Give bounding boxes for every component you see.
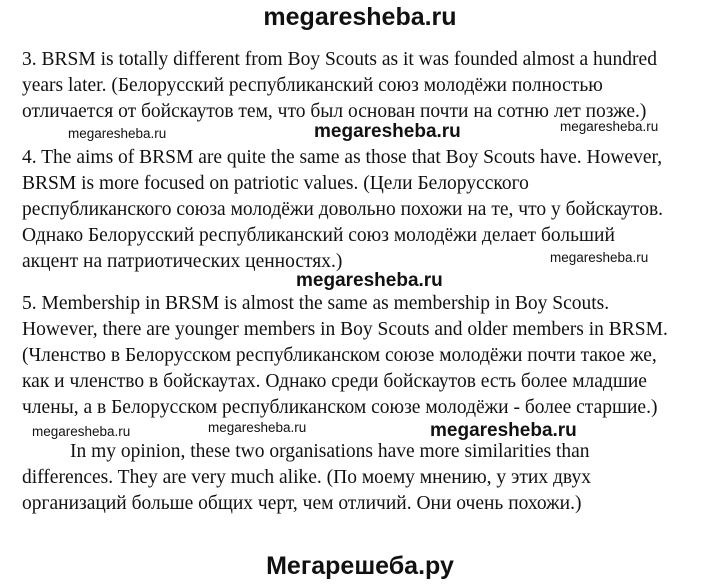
text-line: как и членство в бойскаутах. Однако среди бойскаутов есть более младшие	[22, 371, 647, 392]
watermark: megaresheba.ru	[430, 420, 577, 441]
text-line: (Членство в Белорусском республиканском союзе молодёжи почти такое же,	[22, 345, 657, 366]
watermark: megaresheba.ru	[296, 270, 443, 291]
text-line: 4. The aims of BRSM are quite the same as those that Boy Scouts have. However,	[22, 147, 663, 168]
watermark: megaresheba.ru	[550, 250, 649, 265]
site-footer: Мегарешеба.ру	[266, 552, 454, 580]
watermark: megaresheba.ru	[560, 119, 659, 134]
site-header: megaresheba.ru	[263, 3, 457, 31]
watermark: megaresheba.ru	[32, 424, 131, 439]
text-line: организаций больше общих черт, чем отличий. Они очень похожи.)	[22, 493, 582, 514]
text-line: Однако Белорусский республиканский союз молодёжи делает больший	[22, 225, 615, 246]
text-line: республиканского союза молодёжи довольно похожи на те, что у бойскаутов.	[22, 199, 664, 220]
text-line: 5. Membership in BRSM is almost the same as membership in Boy Scouts.	[22, 293, 610, 314]
watermark: megaresheba.ru	[314, 121, 461, 142]
text-line: differences. They are very much alike. (По моему мнению, у этих двух	[22, 467, 591, 488]
text-line: However, there are younger members in Boy Scouts and older members in BRSM.	[22, 319, 668, 340]
text-line: отличается от бойскаутов тем, что был основан почти на сотню лет позже.)	[22, 101, 647, 122]
text-line: члены, а в Белорусском республиканском союзе молодёжи - более старшие.)	[22, 397, 658, 418]
watermark: megaresheba.ru	[208, 420, 307, 435]
text-line: 3. BRSM is totally different from Boy Scouts as it was founded almost a hundred	[22, 49, 657, 70]
text-line: In my opinion, these two organisations have more similarities than	[70, 441, 590, 462]
text-line: BRSM is more focused on patriotic values. (Цели Белорусского	[22, 173, 529, 194]
text-line: акцент на патриотических ценностях.)	[22, 251, 343, 272]
text-line: years later. (Белорусский республиканский союз молодёжи полностью	[22, 75, 603, 96]
watermark: megaresheba.ru	[68, 126, 167, 141]
